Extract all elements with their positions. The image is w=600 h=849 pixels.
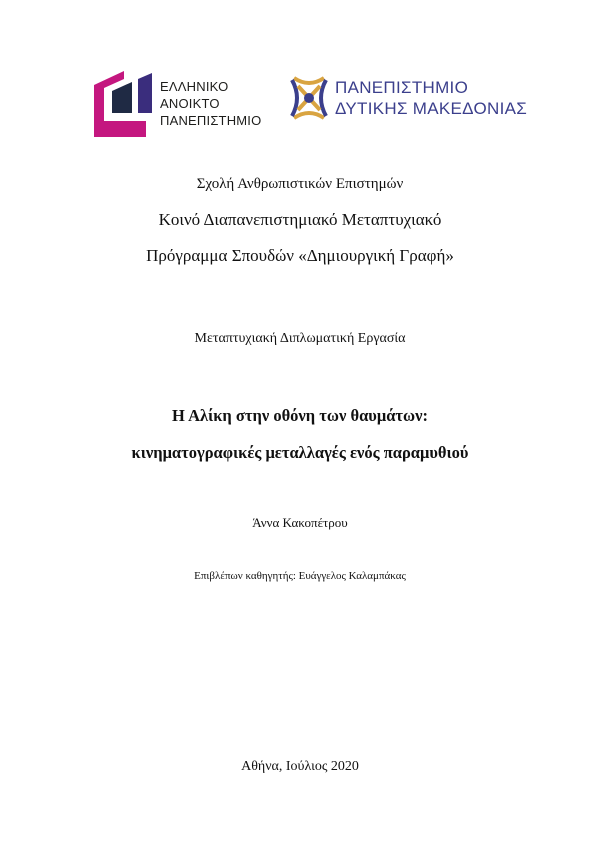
thesis-title-line-1: Η Αλίκη στην οθόνη των θαυμάτων:: [172, 406, 428, 425]
uowm-logo: [288, 74, 528, 124]
program-name-line-1: Κοινό Διαπανεπιστημιακό Μεταπτυχιακό: [158, 210, 442, 229]
thesis-type: Μεταπτυχιακή Διπλωματική Εργασία: [194, 331, 406, 346]
thesis-title-line-2: κινηματογραφικές μεταλλαγές ενός παραμυθιού: [131, 443, 469, 462]
eap-logo: [94, 71, 266, 137]
eap-emblem-icon: [94, 71, 156, 137]
place-date: Αθήνα, Ιούλιος 2020: [241, 759, 359, 774]
eap-logo-line-3: ΠΑΝΕΠΙΣΤΗΜΙΟ: [160, 113, 262, 128]
eap-logo-line-1: ΕΛΛΗΝΙΚΟ: [160, 79, 229, 94]
author-name: Άννα Κακοπέτρου: [252, 515, 348, 530]
program-name-line-2: Πρόγραμμα Σπουδών «Δημιουργική Γραφή»: [146, 246, 454, 265]
uowm-logo-line-1: ΠΑΝΕΠΙΣΤΗΜΙΟ: [335, 78, 469, 97]
uowm-logo-line-2: ΔΥΤΙΚΗΣ ΜΑΚΕΔΟΝΙΑΣ: [335, 99, 528, 118]
school-name: Σχολή Ανθρωπιστικών Επιστημών: [196, 176, 404, 192]
eap-logo-text: [160, 78, 261, 129]
eap-logo-line-2: ΑΝΟΙΚΤΟ: [160, 96, 220, 111]
supervisor: Επιβλέπων καθηγητής: Ευάγγελος Καλαμπάκας: [194, 570, 406, 582]
uowm-logo-text: [335, 77, 527, 119]
uowm-emblem-icon: [288, 74, 330, 122]
